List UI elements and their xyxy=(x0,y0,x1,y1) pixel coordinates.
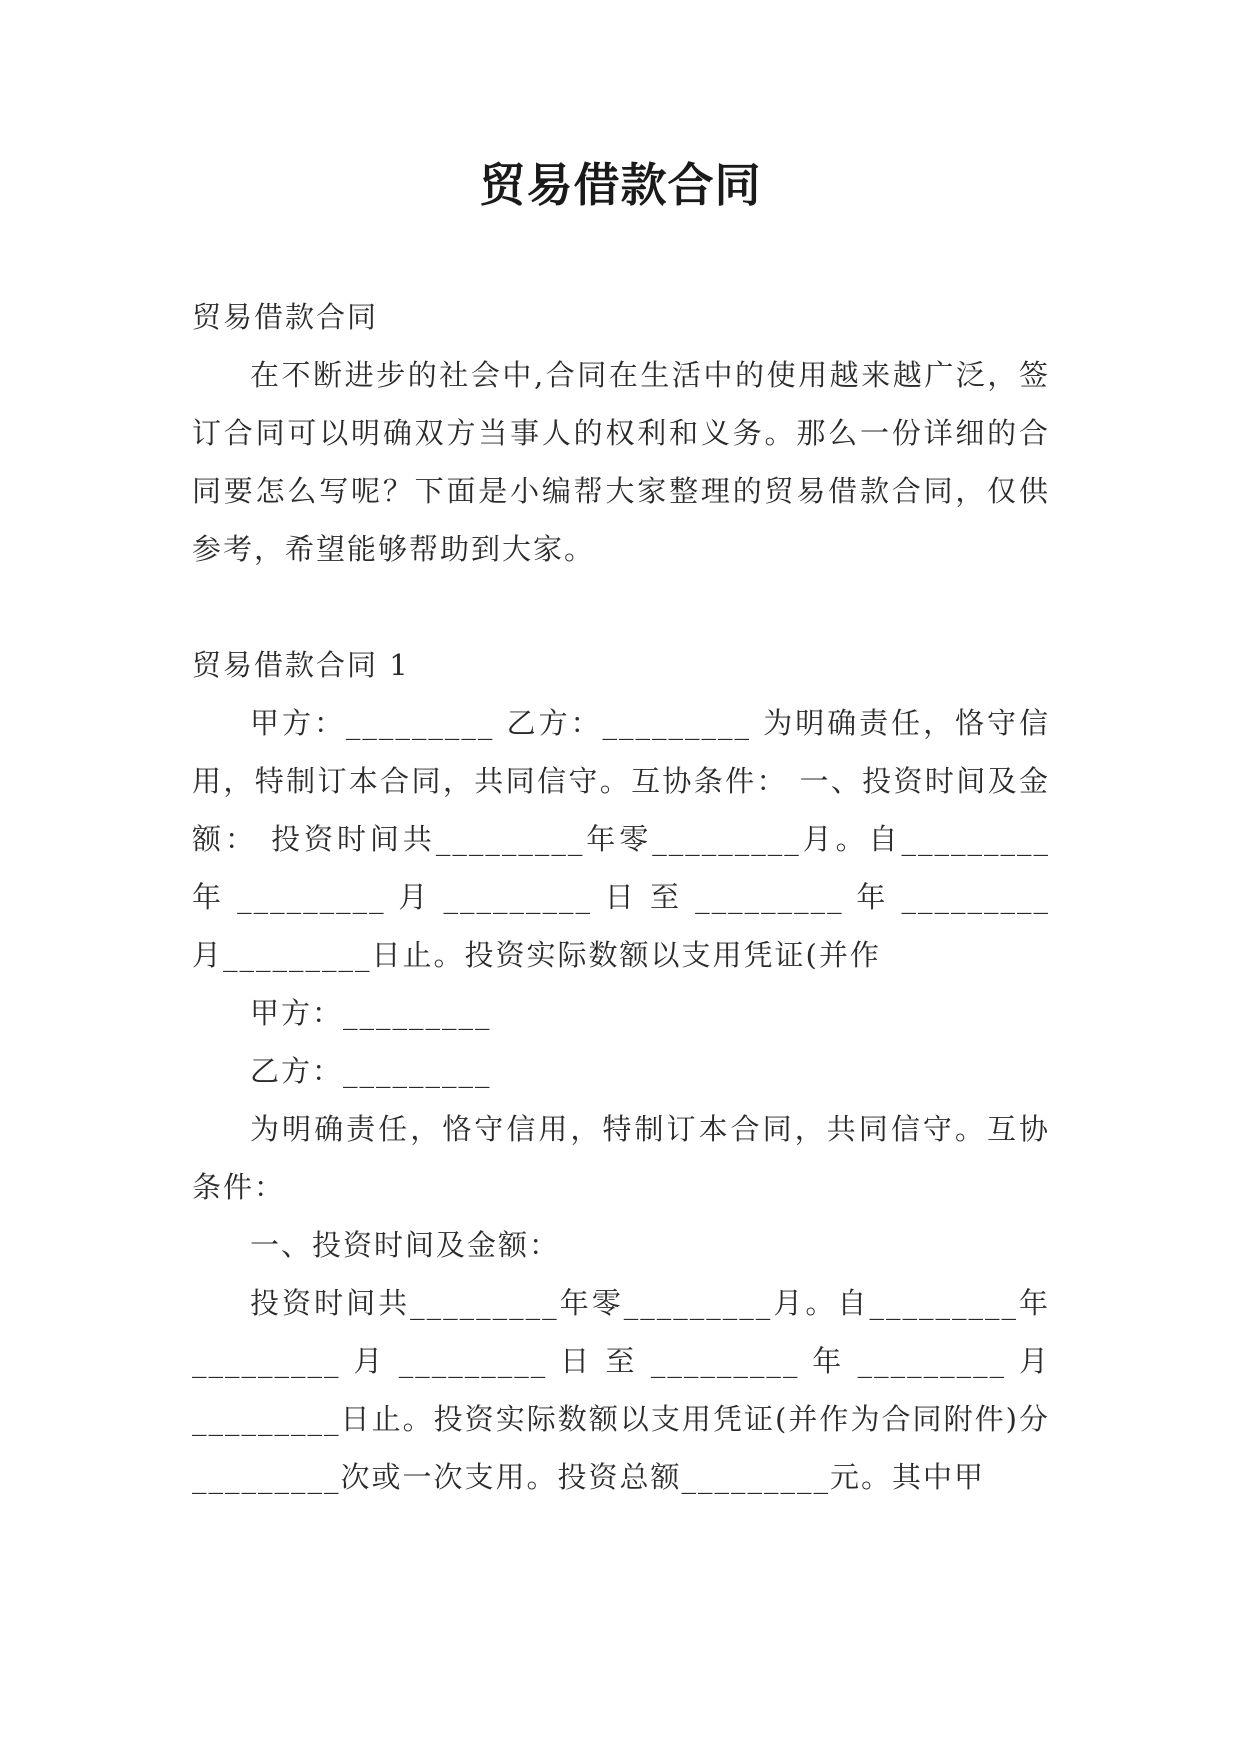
clause-heading: 一、投资时间及金额： xyxy=(250,1228,561,1262)
clause-paragraph: 投资时间共_________年零_________月。自_________年 _________ 月 _________ 日 至 _________ 年 _________ 月_________日止。投资实际数额以支用凭证(并作为合同附件)分_________次或一次支用。投资总额_________元。其中甲 xyxy=(192,1286,1050,1494)
document-title: 贸易借款合同 xyxy=(479,158,762,212)
contract-heading: 贸易借款合同 1 xyxy=(192,648,410,682)
section-heading: 贸易借款合同 xyxy=(192,300,379,334)
purpose-paragraph: 为明确责任，恪守信用，特制订本合同，共同信守。互协条件： xyxy=(192,1112,1050,1204)
intro-paragraph: 在不断进步的社会中,合同在生活中的使用越来越广泛，签订合同可以明确双方当事人的权利和义务。那么一份详细的合同要怎么写呢？下面是小编帮大家整理的贸易借款合同，仅供参考，希望能够帮助到大家。 xyxy=(192,358,1050,566)
paragraph-spacer xyxy=(192,578,1050,636)
document-body xyxy=(192,288,1050,1506)
party-b-line: 乙方：_________ xyxy=(250,1054,492,1088)
contract-summary-paragraph: 甲方：_________ 乙方：_________ 为明确责任，恪守信用，特制订本合同，共同信守。互协条件： 一、投资时间及金额： 投资时间共_________年零_________月。自_________ 年 _________ 月 _________ 日 至 _________ 年 _________月_________日止。投资实际数额以支用凭证(并作 xyxy=(192,706,1051,972)
party-a-line: 甲方：_________ xyxy=(250,996,492,1030)
